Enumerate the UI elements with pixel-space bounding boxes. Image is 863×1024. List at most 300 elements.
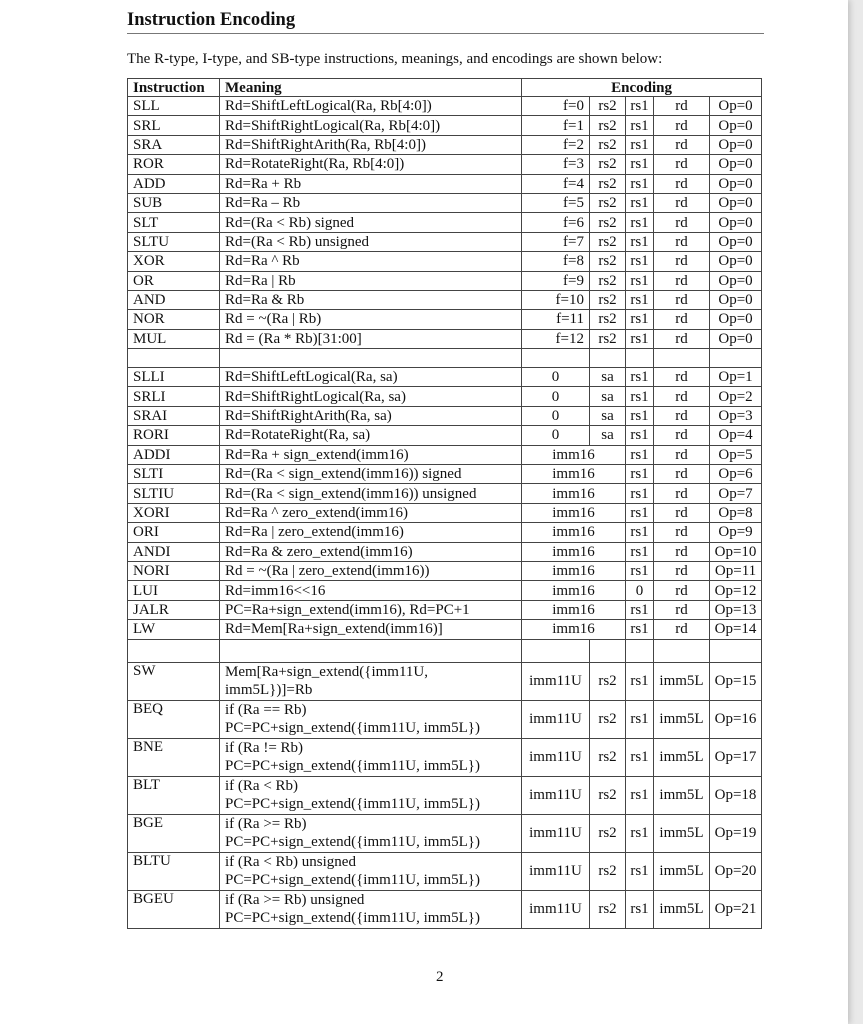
rs1-cell: rs1	[626, 700, 654, 738]
instruction-cell: BGE	[128, 814, 220, 852]
table-header-row	[128, 79, 762, 97]
rs2-cell: rs2	[590, 213, 626, 232]
instruction-cell: SW	[128, 662, 220, 700]
imm11u-cell: imm11U	[522, 662, 590, 700]
opcode-cell: Op=2	[710, 387, 762, 406]
imm5l-cell: imm5L	[654, 700, 710, 738]
immediate-cell: imm16	[522, 445, 626, 464]
immediate-cell: imm16	[522, 523, 626, 542]
empty-cell	[590, 639, 626, 662]
funct-cell: f=6	[522, 213, 590, 232]
opcode-cell: Op=0	[710, 135, 762, 154]
meaning-cell: Rd=Ra + sign_extend(imm16)	[220, 445, 522, 464]
meaning-cell: Rd=Ra & zero_extend(imm16)	[220, 542, 522, 561]
funct-cell: f=7	[522, 232, 590, 251]
sb-type-row	[128, 700, 762, 738]
instruction-cell: BLTU	[128, 852, 220, 890]
opcode-cell: Op=0	[710, 310, 762, 329]
instruction-cell: SLTIU	[128, 484, 220, 503]
r-type-row	[128, 271, 762, 290]
i-type-row	[128, 426, 762, 445]
r-type-row	[128, 329, 762, 348]
rs1-cell: rs1	[626, 662, 654, 700]
sb-type-row	[128, 890, 762, 928]
rd-cell: rd	[654, 484, 710, 503]
rs2-cell: rs2	[590, 890, 626, 928]
rd-cell: rd	[654, 213, 710, 232]
imm11u-cell: imm11U	[522, 890, 590, 928]
rs2-cell: rs2	[590, 174, 626, 193]
empty-cell	[522, 349, 590, 368]
imm11u-cell: imm11U	[522, 852, 590, 890]
opcode-cell: Op=8	[710, 503, 762, 522]
i-type-row	[128, 581, 762, 600]
funct-cell: f=2	[522, 135, 590, 154]
meaning-cell: Rd=ShiftLeftLogical(Ra, sa)	[220, 368, 522, 387]
meaning-cell	[220, 814, 522, 852]
r-type-row	[128, 213, 762, 232]
rd-cell: rd	[654, 116, 710, 135]
meaning-cell	[220, 852, 522, 890]
r-type-row	[128, 252, 762, 271]
shamt-cell: sa	[590, 387, 626, 406]
i-type-row	[128, 600, 762, 619]
opcode-cell: Op=0	[710, 193, 762, 212]
rd-cell: rd	[654, 290, 710, 309]
table-spacer-row	[128, 349, 762, 368]
empty-cell	[710, 349, 762, 368]
rd-cell: rd	[654, 542, 710, 561]
rs1-cell: rs1	[626, 329, 654, 348]
meaning-cell: Rd=RotateRight(Ra, Rb[4:0])	[220, 155, 522, 174]
i-type-row	[128, 561, 762, 580]
opcode-cell: Op=0	[710, 232, 762, 251]
i-type-row	[128, 620, 762, 639]
opcode-cell: Op=0	[710, 271, 762, 290]
rs2-cell: rs2	[590, 776, 626, 814]
i-type-row	[128, 503, 762, 522]
meaning-cell: Rd=ShiftRightLogical(Ra, sa)	[220, 387, 522, 406]
rs1-cell: rs1	[626, 387, 654, 406]
rs1-cell: 0	[626, 581, 654, 600]
instruction-cell: SRLI	[128, 387, 220, 406]
rs2-cell: rs2	[590, 814, 626, 852]
opcode-cell: Op=11	[710, 561, 762, 580]
meaning-line: PC=PC+sign_extend({imm11U, imm5L})	[225, 909, 480, 926]
imm5l-cell: imm5L	[654, 890, 710, 928]
immediate-cell: imm16	[522, 600, 626, 619]
page-title: Instruction Encoding	[127, 10, 296, 30]
instruction-cell: ORI	[128, 523, 220, 542]
rs2-cell: rs2	[590, 193, 626, 212]
meaning-cell: Rd=RotateRight(Ra, sa)	[220, 426, 522, 445]
imm11u-cell: imm11U	[522, 814, 590, 852]
meaning-cell: Rd=Ra ^ Rb	[220, 252, 522, 271]
instruction-cell: SRL	[128, 116, 220, 135]
instruction-cell: JALR	[128, 600, 220, 619]
instruction-cell: SLLI	[128, 368, 220, 387]
funct-cell: f=3	[522, 155, 590, 174]
rs1-cell: rs1	[626, 406, 654, 425]
sb-type-row	[128, 662, 762, 700]
opcode-cell: Op=12	[710, 581, 762, 600]
empty-cell	[220, 349, 522, 368]
empty-cell	[626, 349, 654, 368]
instruction-cell: LW	[128, 620, 220, 639]
table-spacer-row	[128, 639, 762, 662]
funct-cell: f=1	[522, 116, 590, 135]
meaning-line: imm5L})]=Rb	[225, 681, 313, 698]
instruction-cell: BNE	[128, 738, 220, 776]
i-type-row	[128, 465, 762, 484]
rs1-cell: rs1	[626, 232, 654, 251]
rs1-cell: rs1	[626, 290, 654, 309]
rs1-cell: rs1	[626, 368, 654, 387]
imm11u-cell: imm11U	[522, 700, 590, 738]
r-type-row	[128, 193, 762, 212]
opcode-cell: Op=13	[710, 600, 762, 619]
rs2-cell: rs2	[590, 852, 626, 890]
immediate-cell: imm16	[522, 503, 626, 522]
rs2-cell: rs2	[590, 271, 626, 290]
instruction-cell: BGEU	[128, 890, 220, 928]
rs1-cell: rs1	[626, 620, 654, 639]
meaning-line: PC=PC+sign_extend({imm11U, imm5L})	[225, 795, 480, 812]
funct-cell: f=8	[522, 252, 590, 271]
empty-cell	[128, 639, 220, 662]
rd-cell: rd	[654, 193, 710, 212]
meaning-cell: Rd=(Ra < sign_extend(imm16)) signed	[220, 465, 522, 484]
imm5l-cell: imm5L	[654, 776, 710, 814]
rs1-cell: rs1	[626, 426, 654, 445]
empty-cell	[654, 349, 710, 368]
meaning-line: PC=PC+sign_extend({imm11U, imm5L})	[225, 833, 480, 850]
meaning-cell: Rd=Ra + Rb	[220, 174, 522, 193]
opcode-cell: Op=5	[710, 445, 762, 464]
meaning-cell: Rd=Ra | Rb	[220, 271, 522, 290]
header-instruction: Instruction	[128, 79, 220, 97]
meaning-line: if (Ra < Rb) unsigned	[225, 853, 356, 870]
opcode-cell: Op=15	[710, 662, 762, 700]
rs2-cell: rs2	[590, 662, 626, 700]
instruction-cell: LUI	[128, 581, 220, 600]
rs2-cell: rs2	[590, 738, 626, 776]
funct-cell: f=11	[522, 310, 590, 329]
rs2-cell: rs2	[590, 290, 626, 309]
rd-cell: rd	[654, 503, 710, 522]
rs1-cell: rs1	[626, 116, 654, 135]
instruction-cell: MUL	[128, 329, 220, 348]
funct-cell: f=9	[522, 271, 590, 290]
opcode-cell: Op=0	[710, 252, 762, 271]
rs1-cell: rs1	[626, 252, 654, 271]
r-type-row	[128, 116, 762, 135]
opcode-cell: Op=0	[710, 290, 762, 309]
meaning-line: PC=PC+sign_extend({imm11U, imm5L})	[225, 871, 480, 888]
rs1-cell: rs1	[626, 852, 654, 890]
i-type-row	[128, 368, 762, 387]
rs1-cell: rs1	[626, 738, 654, 776]
header-encoding: Encoding	[522, 79, 762, 97]
opcode-cell: Op=18	[710, 776, 762, 814]
imm5l-cell: imm5L	[654, 814, 710, 852]
rd-cell: rd	[654, 387, 710, 406]
meaning-cell: Rd=Ra ^ zero_extend(imm16)	[220, 503, 522, 522]
r-type-row	[128, 290, 762, 309]
opcode-cell: Op=16	[710, 700, 762, 738]
instruction-cell: NOR	[128, 310, 220, 329]
opcode-cell: Op=0	[710, 329, 762, 348]
instruction-cell: AND	[128, 290, 220, 309]
meaning-cell	[220, 776, 522, 814]
opcode-cell: Op=19	[710, 814, 762, 852]
meaning-cell: Rd=Ra | zero_extend(imm16)	[220, 523, 522, 542]
opcode-cell: Op=9	[710, 523, 762, 542]
rs2-cell: rs2	[590, 252, 626, 271]
immediate-cell: imm16	[522, 484, 626, 503]
rd-cell: rd	[654, 426, 710, 445]
rs2-cell: rs2	[590, 310, 626, 329]
rs1-cell: rs1	[626, 193, 654, 212]
meaning-cell: Rd = ~(Ra | Rb)	[220, 310, 522, 329]
rs1-cell: rs1	[626, 600, 654, 619]
sb-type-row	[128, 776, 762, 814]
sb-type-row	[128, 852, 762, 890]
meaning-line: PC=PC+sign_extend({imm11U, imm5L})	[225, 757, 480, 774]
instruction-cell: NORI	[128, 561, 220, 580]
rd-cell: rd	[654, 271, 710, 290]
rs2-cell: rs2	[590, 329, 626, 348]
imm11u-cell: imm11U	[522, 776, 590, 814]
funct-cell: f=5	[522, 193, 590, 212]
meaning-cell: Rd=ShiftRightArith(Ra, Rb[4:0])	[220, 135, 522, 154]
meaning-cell: Rd=(Ra < sign_extend(imm16)) unsigned	[220, 484, 522, 503]
rd-cell: rd	[654, 310, 710, 329]
rs1-cell: rs1	[626, 484, 654, 503]
r-type-row	[128, 174, 762, 193]
instruction-cell: ROR	[128, 155, 220, 174]
instruction-cell: OR	[128, 271, 220, 290]
rs2-cell: rs2	[590, 135, 626, 154]
meaning-line: if (Ra != Rb)	[225, 739, 304, 756]
i-type-row	[128, 387, 762, 406]
instruction-cell: ANDI	[128, 542, 220, 561]
empty-cell	[710, 639, 762, 662]
empty-cell	[522, 639, 590, 662]
opcode-cell: Op=10	[710, 542, 762, 561]
opcode-cell: Op=20	[710, 852, 762, 890]
rd-cell: rd	[654, 97, 710, 116]
instruction-cell: SLTI	[128, 465, 220, 484]
immediate-cell: imm16	[522, 620, 626, 639]
meaning-line: if (Ra < Rb)	[225, 777, 299, 794]
funct-cell: f=4	[522, 174, 590, 193]
rs1-cell: rs1	[626, 310, 654, 329]
instruction-cell: SLL	[128, 97, 220, 116]
empty-cell	[220, 639, 522, 662]
i-type-row	[128, 542, 762, 561]
empty-cell	[654, 639, 710, 662]
rs1-cell: rs1	[626, 155, 654, 174]
meaning-cell: Rd=Mem[Ra+sign_extend(imm16)]	[220, 620, 522, 639]
meaning-cell: Rd=ShiftLeftLogical(Ra, Rb[4:0])	[220, 97, 522, 116]
immediate-cell: imm16	[522, 561, 626, 580]
rd-cell: rd	[654, 135, 710, 154]
rs2-cell: rs2	[590, 232, 626, 251]
meaning-cell: Rd=ShiftRightLogical(Ra, Rb[4:0])	[220, 116, 522, 135]
meaning-cell: Rd=imm16<<16	[220, 581, 522, 600]
rs1-cell: rs1	[626, 890, 654, 928]
rd-cell: rd	[654, 445, 710, 464]
sb-type-row	[128, 814, 762, 852]
opcode-cell: Op=14	[710, 620, 762, 639]
i-type-row	[128, 523, 762, 542]
imm5l-cell: imm5L	[654, 662, 710, 700]
funct-cell: f=0	[522, 97, 590, 116]
rs1-cell: rs1	[626, 271, 654, 290]
meaning-line: Mem[Ra+sign_extend({imm11U,	[225, 663, 428, 680]
rd-cell: rd	[654, 600, 710, 619]
header-meaning: Meaning	[220, 79, 522, 97]
rs1-cell: rs1	[626, 503, 654, 522]
rd-cell: rd	[654, 620, 710, 639]
opcode-cell: Op=3	[710, 406, 762, 425]
meaning-cell	[220, 662, 522, 700]
rd-cell: rd	[654, 232, 710, 251]
encoding-table	[127, 78, 762, 929]
rd-cell: rd	[654, 581, 710, 600]
shamt-cell: sa	[590, 406, 626, 425]
instruction-cell: SUB	[128, 193, 220, 212]
i-type-row	[128, 484, 762, 503]
instruction-cell: BEQ	[128, 700, 220, 738]
opcode-cell: Op=0	[710, 155, 762, 174]
instruction-cell: XORI	[128, 503, 220, 522]
rd-cell: rd	[654, 523, 710, 542]
meaning-line: if (Ra >= Rb) unsigned	[225, 891, 365, 908]
meaning-cell	[220, 700, 522, 738]
meaning-cell: Rd=(Ra < Rb) signed	[220, 213, 522, 232]
empty-cell	[128, 349, 220, 368]
i-type-row	[128, 445, 762, 464]
meaning-line: PC=PC+sign_extend({imm11U, imm5L})	[225, 719, 480, 736]
instruction-cell: SRAI	[128, 406, 220, 425]
empty-cell	[626, 639, 654, 662]
imm11u-cell: imm11U	[522, 738, 590, 776]
opcode-cell: Op=1	[710, 368, 762, 387]
rs1-cell: rs1	[626, 561, 654, 580]
meaning-cell: PC=Ra+sign_extend(imm16), Rd=PC+1	[220, 600, 522, 619]
immediate-cell: 0	[522, 406, 590, 425]
opcode-cell: Op=6	[710, 465, 762, 484]
rd-cell: rd	[654, 368, 710, 387]
empty-cell	[590, 349, 626, 368]
meaning-line: if (Ra >= Rb)	[225, 815, 307, 832]
imm5l-cell: imm5L	[654, 738, 710, 776]
rs1-cell: rs1	[626, 213, 654, 232]
r-type-row	[128, 310, 762, 329]
rd-cell: rd	[654, 406, 710, 425]
meaning-line: if (Ra == Rb)	[225, 701, 307, 718]
opcode-cell: Op=0	[710, 116, 762, 135]
rs1-cell: rs1	[626, 135, 654, 154]
rs1-cell: rs1	[626, 542, 654, 561]
rs2-cell: rs2	[590, 116, 626, 135]
opcode-cell: Op=0	[710, 174, 762, 193]
opcode-cell: Op=7	[710, 484, 762, 503]
rs1-cell: rs1	[626, 523, 654, 542]
instruction-cell: XOR	[128, 252, 220, 271]
rs1-cell: rs1	[626, 97, 654, 116]
opcode-cell: Op=17	[710, 738, 762, 776]
intro-paragraph: The R-type, I-type, and SB-type instructions, meanings, and encodings are shown below:	[127, 51, 663, 67]
opcode-cell: Op=4	[710, 426, 762, 445]
rd-cell: rd	[654, 465, 710, 484]
r-type-row	[128, 232, 762, 251]
immediate-cell: 0	[522, 368, 590, 387]
meaning-cell: Rd=ShiftRightArith(Ra, sa)	[220, 406, 522, 425]
instruction-cell: SRA	[128, 135, 220, 154]
meaning-cell: Rd=Ra & Rb	[220, 290, 522, 309]
instruction-cell: BLT	[128, 776, 220, 814]
rd-cell: rd	[654, 252, 710, 271]
sb-type-row	[128, 738, 762, 776]
rd-cell: rd	[654, 561, 710, 580]
page-number: 2	[436, 969, 444, 985]
immediate-cell: imm16	[522, 465, 626, 484]
title-underline	[127, 33, 764, 34]
opcode-cell: Op=0	[710, 97, 762, 116]
rd-cell: rd	[654, 155, 710, 174]
immediate-cell: 0	[522, 387, 590, 406]
opcode-cell: Op=21	[710, 890, 762, 928]
rs2-cell: rs2	[590, 97, 626, 116]
rs2-cell: rs2	[590, 155, 626, 174]
rd-cell: rd	[654, 174, 710, 193]
r-type-row	[128, 135, 762, 154]
immediate-cell: imm16	[522, 542, 626, 561]
i-type-row	[128, 406, 762, 425]
meaning-cell: Rd = ~(Ra | zero_extend(imm16))	[220, 561, 522, 580]
rs1-cell: rs1	[626, 776, 654, 814]
instruction-cell: SLT	[128, 213, 220, 232]
instruction-cell: ADD	[128, 174, 220, 193]
imm5l-cell: imm5L	[654, 852, 710, 890]
meaning-cell	[220, 890, 522, 928]
instruction-cell: SLTU	[128, 232, 220, 251]
rs1-cell: rs1	[626, 174, 654, 193]
rd-cell: rd	[654, 329, 710, 348]
immediate-cell: imm16	[522, 581, 626, 600]
meaning-cell: Rd=(Ra < Rb) unsigned	[220, 232, 522, 251]
rs1-cell: rs1	[626, 445, 654, 464]
r-type-row	[128, 155, 762, 174]
opcode-cell: Op=0	[710, 213, 762, 232]
shamt-cell: sa	[590, 426, 626, 445]
rs2-cell: rs2	[590, 700, 626, 738]
funct-cell: f=12	[522, 329, 590, 348]
funct-cell: f=10	[522, 290, 590, 309]
meaning-cell: Rd = (Ra * Rb)[31:00]	[220, 329, 522, 348]
r-type-row	[128, 97, 762, 116]
shamt-cell: sa	[590, 368, 626, 387]
rs1-cell: rs1	[626, 814, 654, 852]
instruction-cell: ADDI	[128, 445, 220, 464]
immediate-cell: 0	[522, 426, 590, 445]
instruction-cell: RORI	[128, 426, 220, 445]
rs1-cell: rs1	[626, 465, 654, 484]
meaning-cell	[220, 738, 522, 776]
